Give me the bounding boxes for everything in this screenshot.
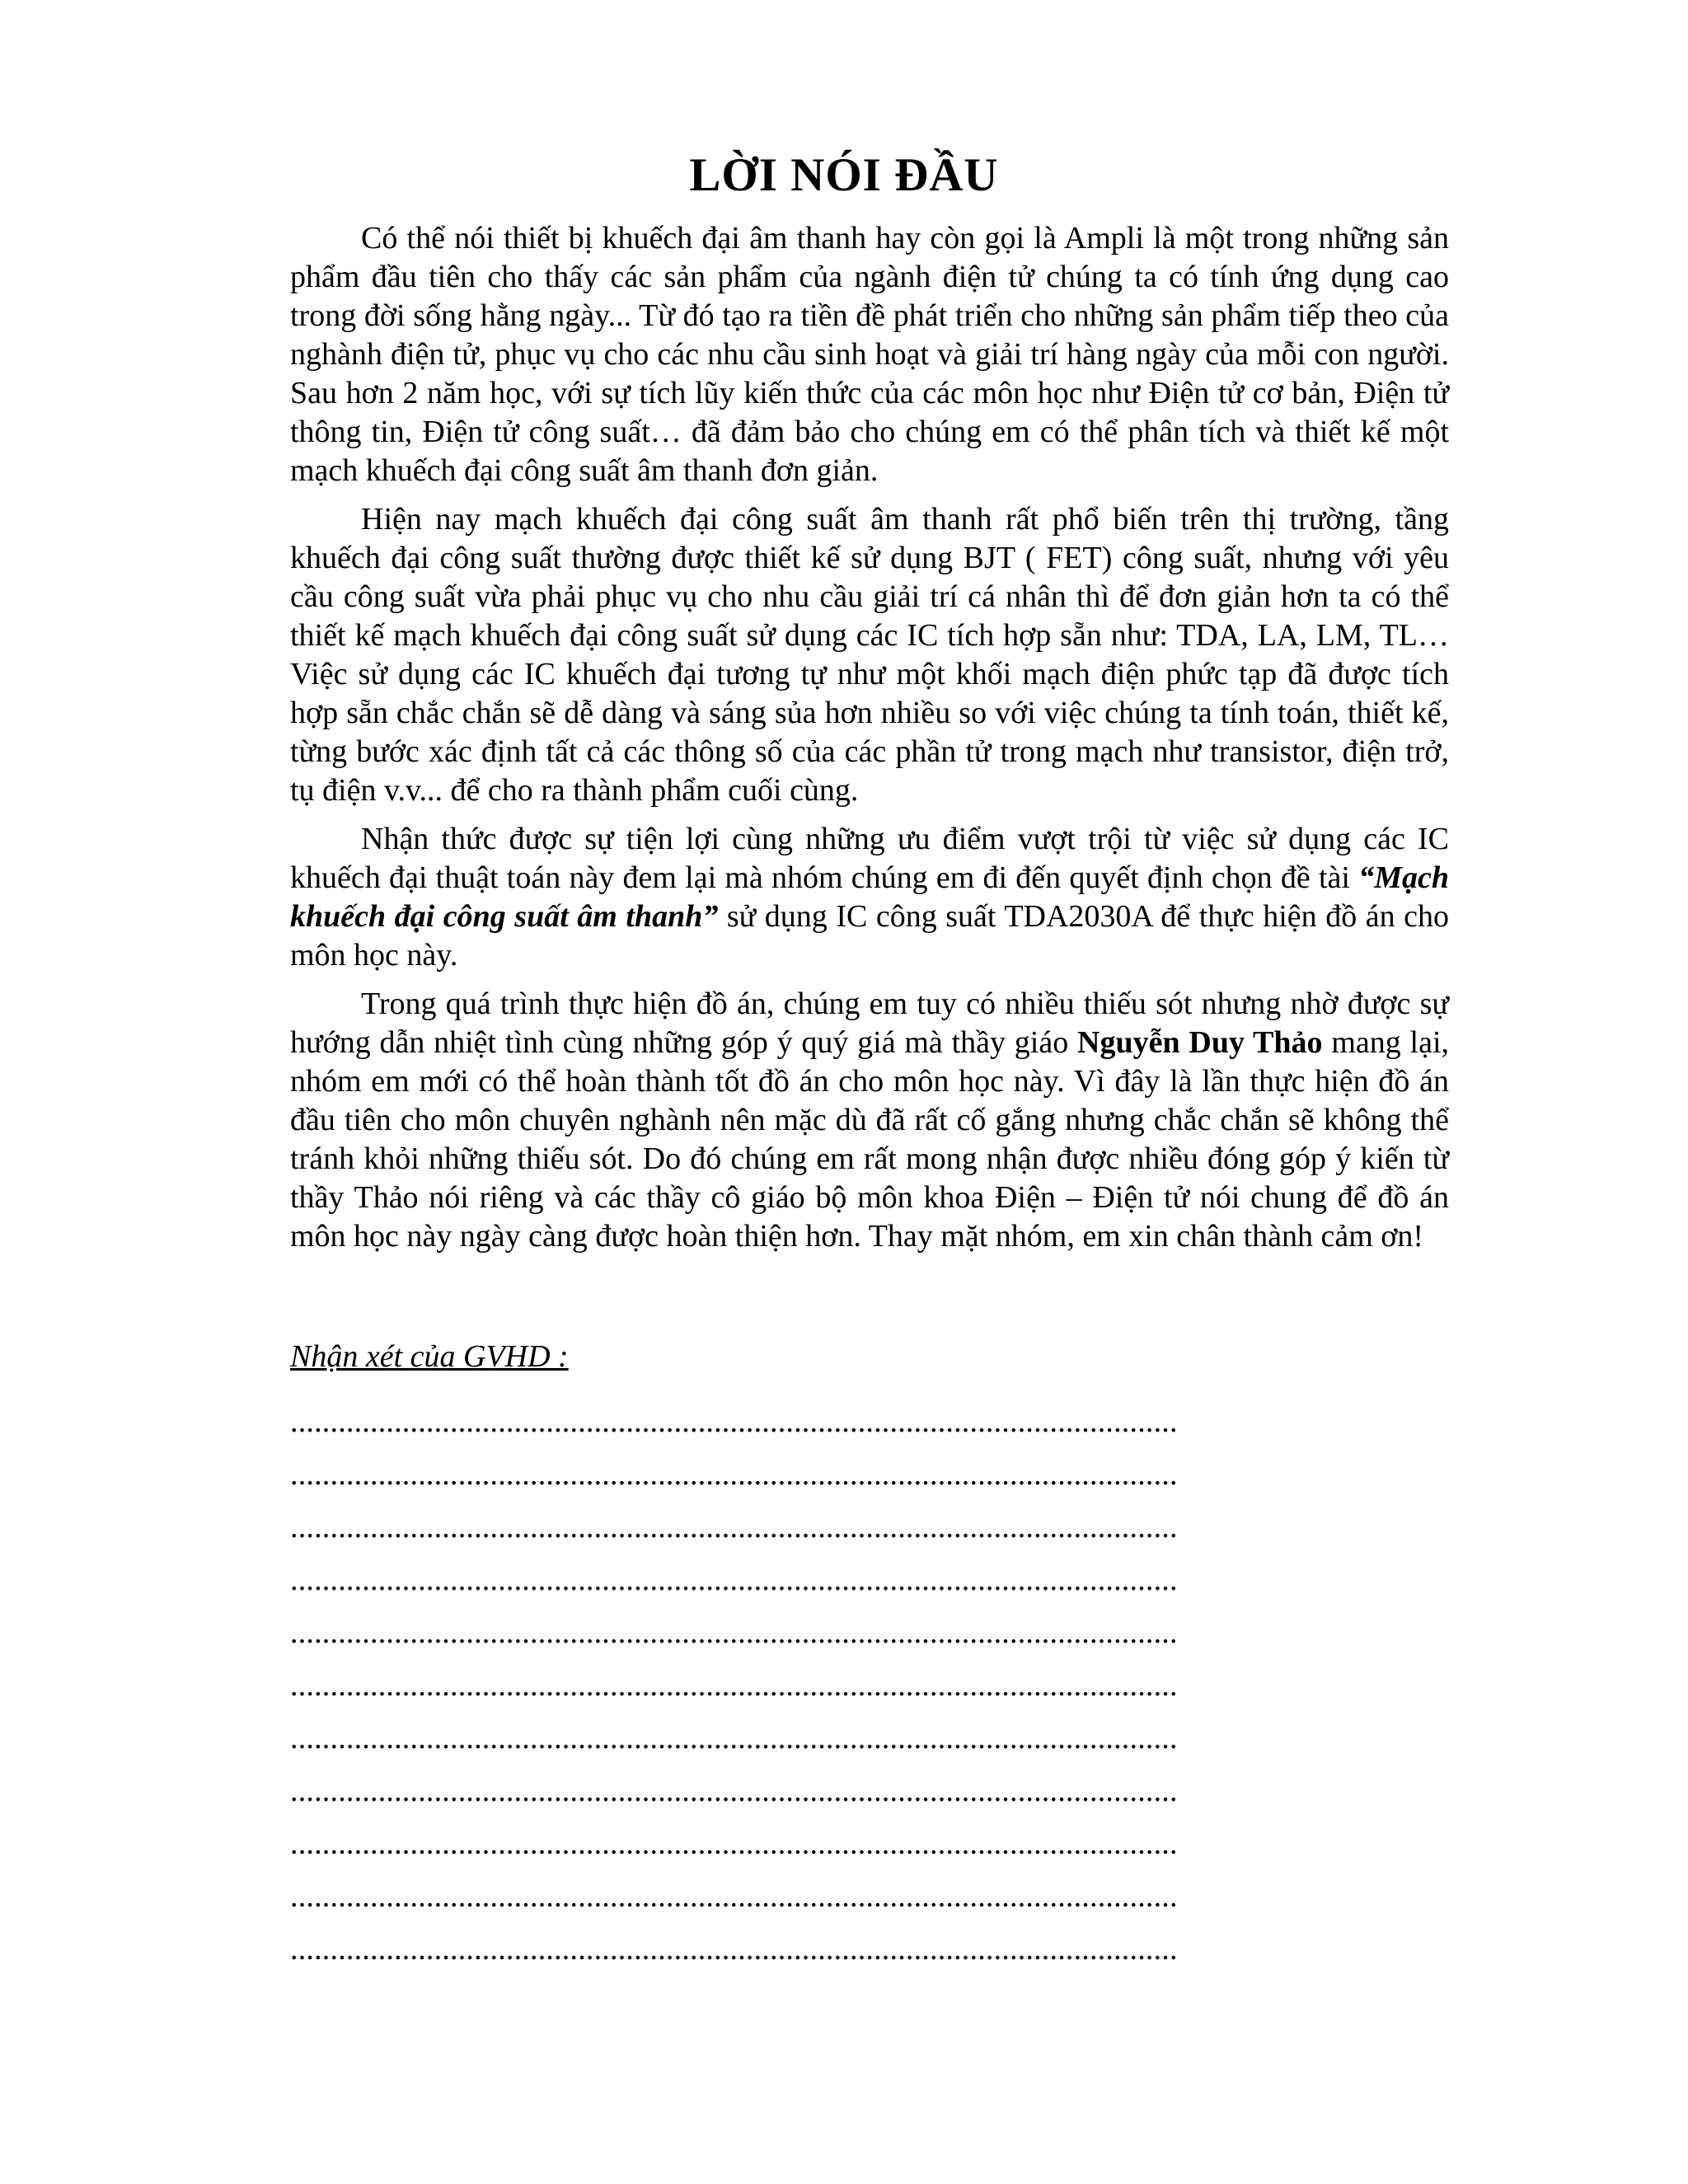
paragraph-4 (290, 985, 1449, 1256)
dotted-line: ............................................................................................................... (290, 1668, 1178, 1703)
dotted-line: ............................................................................................................... (290, 1563, 1178, 1597)
body-text (290, 219, 1449, 1266)
paragraph-4-text-after: mang lại, nhóm em mới có thể hoàn thành tốt đồ án cho môn học này. Vì đây là lần thực hiện đồ án đầu tiên cho môn chuyên nghành nên mặc dù đã rất cố gắng nhưng chắc chắn sẽ không thể tránh khỏi những thiếu sót. Do đó chúng em rất mong nhận được nhiều đóng góp ý kiến từ thầy Thảo nói riêng và các thầy cô giáo bộ môn khoa Điện – Điện tử nói chung để đồ án môn học này ngày càng được hoàn thiện hơn. Thay mặt nhóm, em xin chân thành cảm ơn! (290, 1025, 1450, 1254)
paragraph-4-text-before: Trong quá trình thực hiện đồ án, chúng em tuy có nhiều thiếu sót nhưng nhờ được sự hướng dẫn nhiệt tình cùng những góp ý quý giá mà thầy giáo (290, 987, 1449, 1060)
dotted-line: ............................................................................................................... (290, 1879, 1178, 1914)
topic-title: “Mạch khuếch đại công suất âm thanh” (290, 860, 1449, 934)
dotted-line: ............................................................................................................... (290, 1510, 1178, 1544)
dotted-line: ............................................................................................................... (290, 1457, 1178, 1492)
page-title: LỜI NÓI ĐẦU (689, 149, 999, 201)
dotted-line: ............................................................................................................... (290, 1826, 1178, 1861)
remark-dotted-lines (290, 1395, 1452, 1975)
remark-heading: Nhận xét của GVHD : (290, 1339, 569, 1374)
dotted-line: ............................................................................................................... (290, 1615, 1178, 1650)
paragraph-1: Có thể nói thiết bị khuếch đại âm thanh hay còn gọi là Ampli là một trong những sản phẩm đầu tiên cho thấy các sản phẩm của ngành điện tử chúng ta có tính ứng dụng cao trong đời sống hằng ngày... Từ đó tạo ra tiền đề phát triển cho những sản phẩm tiếp theo của nghành điện tử, phục vụ cho các nhu cầu sinh hoạt và giải trí hàng ngày của mỗi con người. Sau hơn 2 năm học, với sự tích lũy kiến thức của các môn học như Điện tử cơ bản, Điện tử thông tin, Điện tử công suất… đã đảm bảo cho chúng em có thể phân tích và thiết kế một mạch khuếch đại công suất âm thanh đơn giản. (290, 221, 1449, 488)
dotted-line: ............................................................................................................... (290, 1721, 1178, 1755)
paragraph-3 (290, 820, 1449, 975)
supervisor-name: Nguyễn Duy Thảo (1077, 1025, 1323, 1060)
dotted-line: ............................................................................................................... (290, 1774, 1178, 1808)
dotted-line: ............................................................................................................... (290, 1404, 1178, 1439)
dotted-line: ............................................................................................................... (290, 1932, 1178, 1966)
paragraph-2: Hiện nay mạch khuếch đại công suất âm thanh rất phổ biến trên thị trường, tầng khuếch đại công suất thường được thiết kế sử dụng BJT ( FET) công suất, nhưng với yêu cầu công suất vừa phải phục vụ cho nhu cầu giải trí cá nhân thì để đơn giản hơn ta có thể thiết kế mạch khuếch đại công suất sử dụng các IC tích hợp sẵn như: TDA, LA, LM, TL… Việc sử dụng các IC khuếch đại tương tự như một khối mạch điện phức tạp đã được tích hợp sẵn chắc chắn sẽ dễ dàng và sáng sủa hơn nhiều so với việc chúng ta tính toán, thiết kế, từng bước xác định tất cả các thông số của các phần tử trong mạch như transistor, điện trở, tụ điện v.v... để cho ra thành phẩm cuối cùng. (290, 502, 1449, 808)
paragraph-3-text-after: sử dụng IC công suất TDA2030A để thực hiện đồ án cho môn học này. (290, 899, 1450, 972)
paragraph-3-text-before: Nhận thức được sự tiện lợi cùng những ưu điểm vượt trội từ việc sử dụng các IC khuếch đại thuật toán này đem lại mà nhóm chúng em đi đến quyết định chọn đề tài (290, 822, 1449, 895)
